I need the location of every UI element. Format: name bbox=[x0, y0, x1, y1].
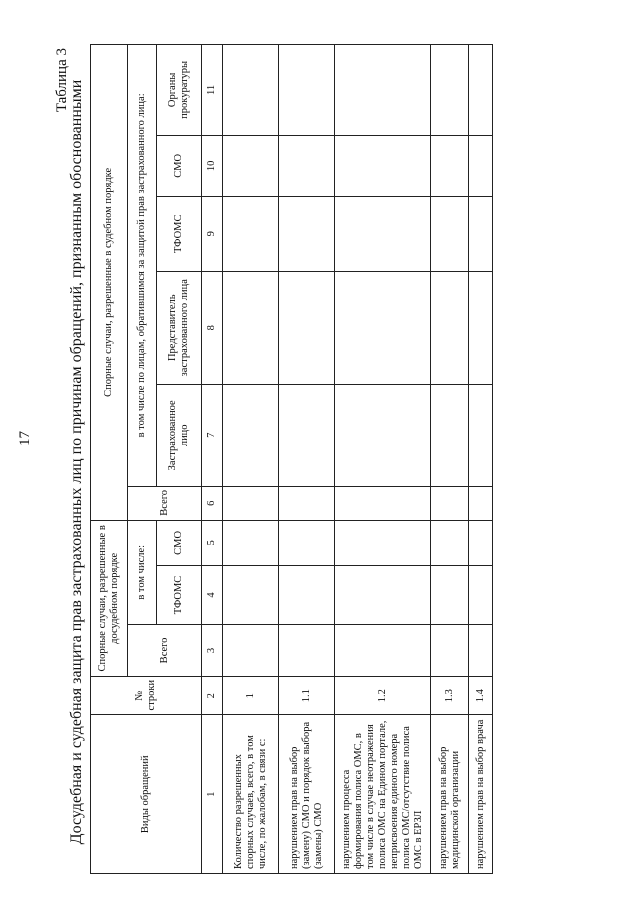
data-cell bbox=[469, 624, 493, 676]
header-pretrial: Спорные случаи, разрешенные в досудебном порядке bbox=[91, 520, 128, 676]
data-cell bbox=[335, 196, 431, 271]
data-cell bbox=[279, 624, 335, 676]
column-number: 11 bbox=[202, 45, 223, 136]
data-cell bbox=[223, 135, 279, 196]
data-cell bbox=[469, 271, 493, 384]
report-table bbox=[90, 44, 493, 874]
data-cell bbox=[335, 384, 431, 486]
data-cell bbox=[223, 566, 279, 625]
row-type: нарушением процесса формирования полиса ОМС, в том числе в случае неотражения полиса ОМС на Едином портале, неприсвоения единого номера полиса ОМС/отсутствие полиса ОМС в ЕРЗЛ bbox=[335, 715, 431, 874]
row-type: нарушением прав на выбор (замену) СМО и порядок выбора (замены) СМО bbox=[279, 715, 335, 874]
table-row bbox=[431, 45, 469, 874]
column-number: 4 bbox=[202, 566, 223, 625]
document-title: Досудебная и судебная защита прав застрахованных лиц по причинам обращений, признанным обоснованными bbox=[68, 79, 85, 845]
data-cell bbox=[431, 135, 469, 196]
column-number: 3 bbox=[202, 624, 223, 676]
data-cell bbox=[469, 566, 493, 625]
table-row bbox=[279, 45, 335, 874]
data-cell bbox=[223, 486, 279, 520]
data-cell bbox=[335, 271, 431, 384]
data-cell bbox=[223, 520, 279, 565]
data-cell bbox=[279, 520, 335, 565]
column-number: 5 bbox=[202, 520, 223, 565]
data-cell bbox=[279, 196, 335, 271]
column-number-row bbox=[202, 45, 223, 874]
column-number: 8 bbox=[202, 271, 223, 384]
data-cell bbox=[431, 624, 469, 676]
data-cell bbox=[431, 45, 469, 136]
header-pretrial-tfoms: ТФОМС bbox=[157, 566, 202, 625]
data-cell bbox=[223, 384, 279, 486]
header-types: Виды обращений bbox=[91, 715, 202, 874]
page-number: 17 bbox=[17, 431, 33, 446]
data-cell bbox=[279, 486, 335, 520]
data-cell bbox=[279, 384, 335, 486]
header-pretrial-including: в том числе: bbox=[128, 520, 157, 624]
row-number: 1.1 bbox=[279, 676, 335, 715]
row-number: 1.2 bbox=[335, 676, 431, 715]
data-cell bbox=[469, 45, 493, 136]
header-representative: Представитель застрахованного лица bbox=[157, 271, 202, 384]
data-cell bbox=[469, 520, 493, 565]
data-cell bbox=[223, 271, 279, 384]
column-number: 10 bbox=[202, 135, 223, 196]
column-number: 7 bbox=[202, 384, 223, 486]
data-cell bbox=[431, 520, 469, 565]
row-number: 1.4 bbox=[469, 676, 493, 715]
row-number: 1 bbox=[223, 676, 279, 715]
row-type: нарушением прав на выбор врача bbox=[469, 715, 493, 874]
table-row bbox=[223, 45, 279, 874]
column-number: 9 bbox=[202, 196, 223, 271]
data-cell bbox=[431, 271, 469, 384]
data-cell bbox=[335, 566, 431, 625]
data-cell bbox=[431, 566, 469, 625]
table-label: Таблица 3 bbox=[54, 48, 70, 113]
header-judicial-including: в том числе по лицам, обратившимся за защитой прав застрахованного лица: bbox=[128, 45, 157, 487]
header-prosecutor: Органы прокуратуры bbox=[157, 45, 202, 136]
table-row bbox=[469, 45, 493, 874]
table-row bbox=[335, 45, 431, 874]
data-cell bbox=[469, 384, 493, 486]
data-cell bbox=[223, 45, 279, 136]
rotated-page-content bbox=[32, 26, 592, 902]
header-judicial-smo: СМО bbox=[157, 135, 202, 196]
data-cell bbox=[223, 196, 279, 271]
data-cell bbox=[431, 196, 469, 271]
data-cell bbox=[279, 135, 335, 196]
header-row-number: № строки bbox=[91, 676, 202, 715]
data-cell bbox=[431, 384, 469, 486]
column-number: 1 bbox=[202, 715, 223, 874]
column-number: 2 bbox=[202, 676, 223, 715]
data-cell bbox=[223, 624, 279, 676]
row-type: Количество разрешенных спорных случаев, всего, в том числе, по жалобам, в связи с: bbox=[223, 715, 279, 874]
data-cell bbox=[335, 624, 431, 676]
data-cell bbox=[431, 486, 469, 520]
data-cell bbox=[279, 45, 335, 136]
header-insured: Застрахованное лицо bbox=[157, 384, 202, 486]
data-cell bbox=[469, 486, 493, 520]
data-cell bbox=[335, 45, 431, 136]
row-number: 1.3 bbox=[431, 676, 469, 715]
data-cell bbox=[469, 196, 493, 271]
header-pretrial-smo: СМО bbox=[157, 520, 202, 565]
row-type: нарушением прав на выбор медицинской организации bbox=[431, 715, 469, 874]
header-judicial-total: Всего bbox=[128, 486, 202, 520]
data-cell bbox=[335, 486, 431, 520]
data-cell bbox=[279, 566, 335, 625]
data-cell bbox=[469, 135, 493, 196]
data-cell bbox=[335, 520, 431, 565]
header-judicial: Спорные случаи, разрешенные в судебном порядке bbox=[91, 45, 128, 521]
column-number: 6 bbox=[202, 486, 223, 520]
data-cell bbox=[335, 135, 431, 196]
header-judicial-tfoms: ТФОМС bbox=[157, 196, 202, 271]
header-pretrial-total: Всего bbox=[128, 624, 202, 676]
data-cell bbox=[279, 271, 335, 384]
